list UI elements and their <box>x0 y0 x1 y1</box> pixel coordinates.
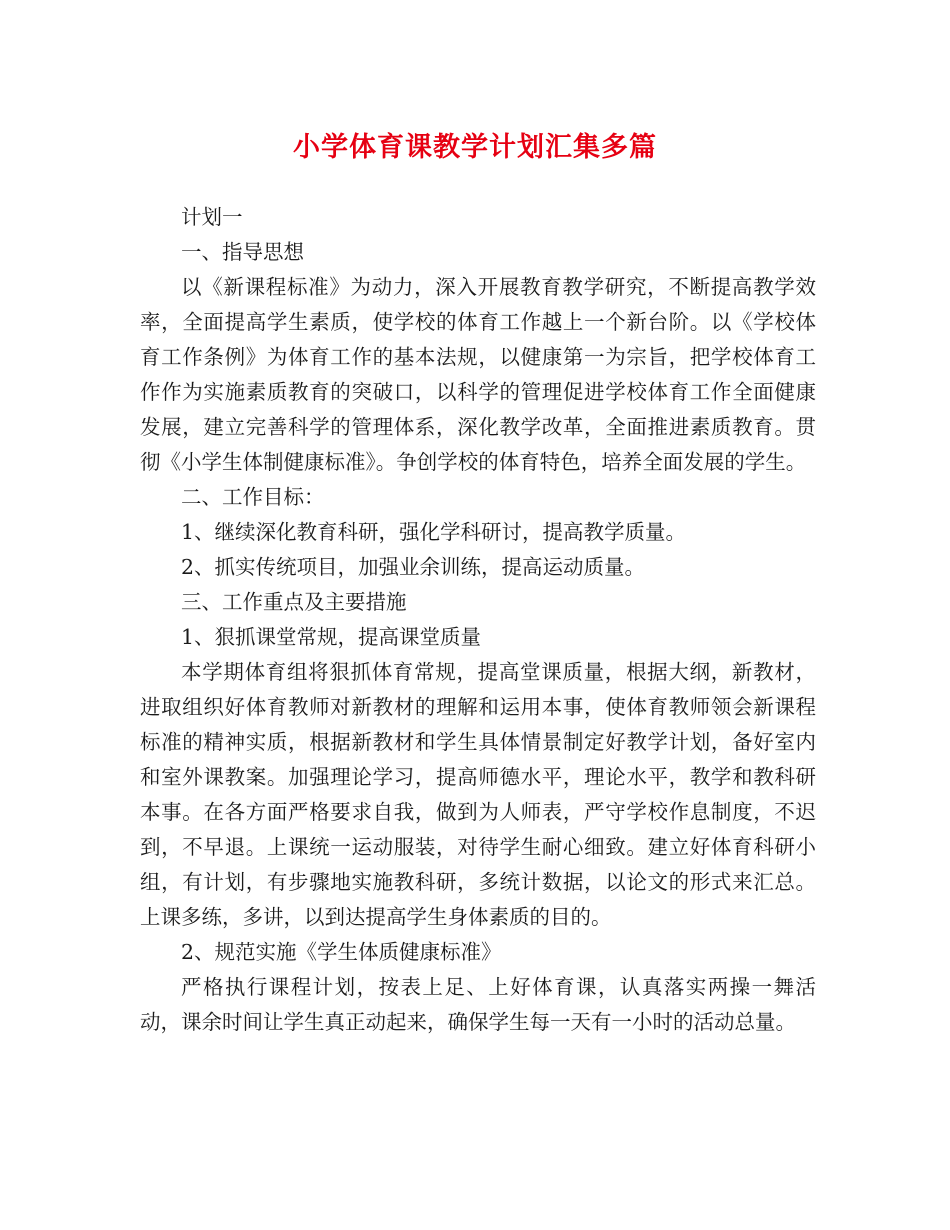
document-body <box>140 200 816 1040</box>
paragraph-classroom-routine: 本学期体育组将狠抓体育常规，提高堂课质量，根据大纲，新教材，进取组织好体育教师对新教材的理解和运用本事，使体育教师领会新课程标准的精神实质，根据新教材和学生具体情景制定好教学计划，备好室内和室外课教案。加强理论学习，提高师德水平，理论水平，教学和教科研本事。在各方面严格要求自我，做到为人师表，严守学校作息制度，不迟到，不早退。上课统一运动服装，对待学生耐心细致。建立好体育科研小组，有计划，有步骤地实施教科研，多统计数据，以论文的形式来汇总。上课多练，多讲，以到达提高学生身体素质的目的。 <box>140 660 816 929</box>
list-item-goal-2: 2、抓实传统项目，加强业余训练，提高运动质量。 <box>181 555 646 579</box>
list-item-goal-1: 1、继续深化教育科研，强化学科研讨，提高教学质量。 <box>181 520 687 544</box>
section-heading-key-measures: 三、工作重点及主要措施 <box>181 590 407 614</box>
document-title: 小学体育课教学计划汇集多篇 <box>293 132 657 163</box>
subheading-health-standard: 2、规范实施《学生体质健康标准》 <box>181 940 502 964</box>
section-heading-guiding-thought: 一、指导思想 <box>181 240 304 264</box>
paragraph-health-standard: 严格执行课程计划，按表上足、上好体育课，认真落实两操一舞活动，课余时间让学生真正动起来，确保学生每一天有一小时的活动总量。 <box>140 975 816 1034</box>
subheading-classroom-routine: 1、狠抓课堂常规，提高课堂质量 <box>181 625 482 649</box>
paragraph-guiding-thought: 以《新课程标准》为动力，深入开展教育教学研究，不断提高教学效率，全面提高学生素质，使学校的体育工作越上一个新台阶。以《学校体育工作条例》为体育工作的基本法规，以健康第一为宗旨，把学校体育工作作为实施素质教育的突破口，以科学的管理促进学校体育工作全面健康发展，建立完善科学的管理体系，深化教学改革，全面推进素质教育。贯彻《小学生体制健康标准》。争创学校的体育特色，培养全面发展的学生。 <box>140 275 816 474</box>
section-heading-work-goals: 二、工作目标： <box>181 485 325 509</box>
paragraph-plan-label: 计划一 <box>181 205 243 229</box>
